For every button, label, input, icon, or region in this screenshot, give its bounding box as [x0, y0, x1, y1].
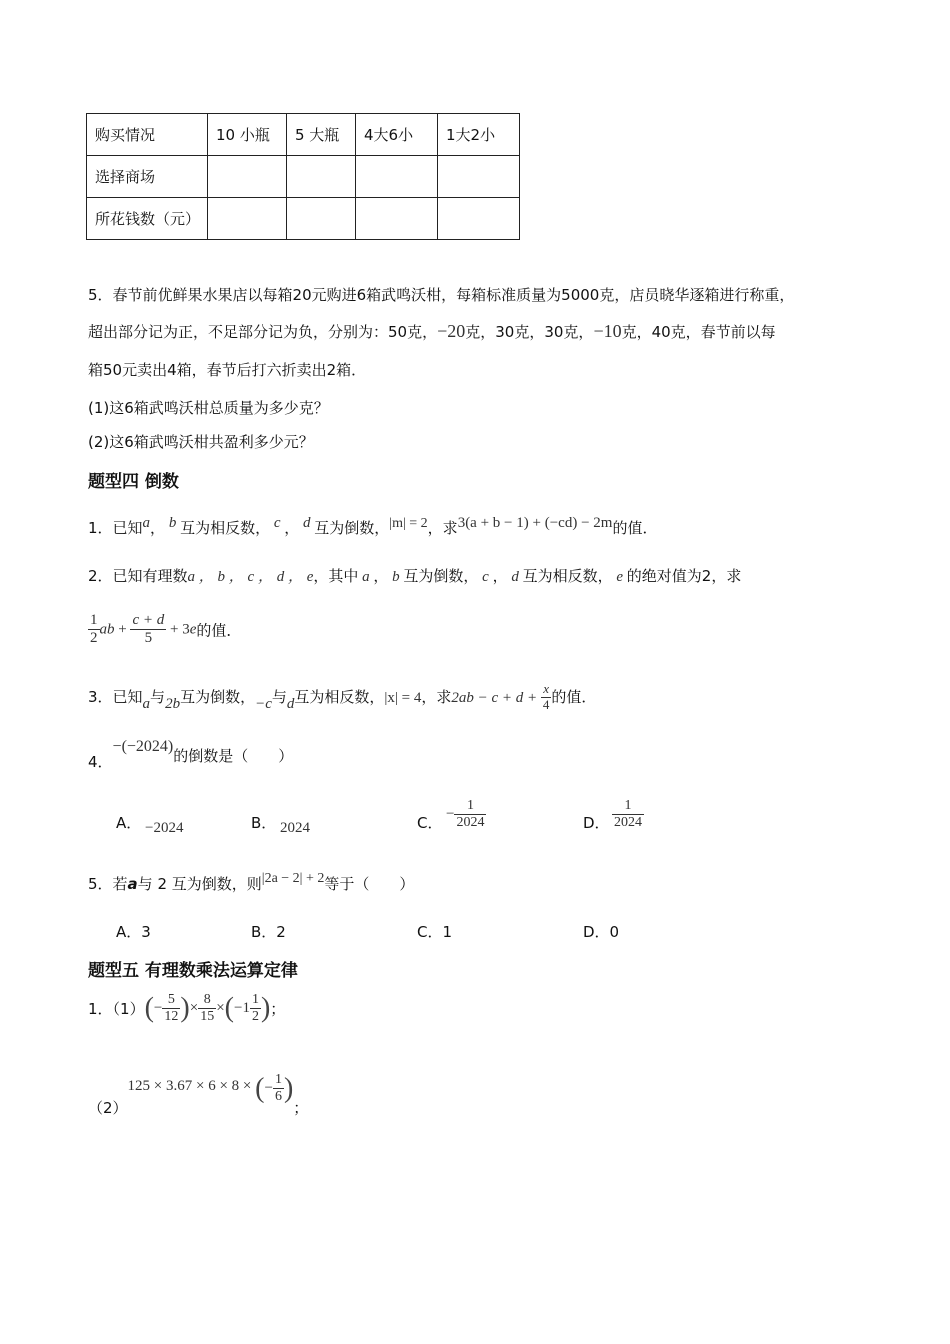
math-var: a	[127, 875, 138, 893]
s4-problem-2-expr: $\frac{1}{2}$ ab + $\frac{c + d}{5}$ + 3e的值．	[90, 612, 242, 647]
choice-d[interactable]: D．0	[583, 923, 620, 941]
choice-label: D．	[583, 814, 610, 832]
choice-label: A．	[116, 814, 142, 832]
choice-a-value: −2024	[145, 820, 184, 836]
text: ；	[293, 1099, 309, 1118]
math-expr: |2a − 2| + 2	[261, 871, 325, 886]
text: 与	[271, 687, 287, 706]
choice-c[interactable]: C．1	[417, 923, 453, 941]
s4-problem-3: 3．已知a与2b互为倒数，−c与d互为相反数，|x| = 4，求2ab − c + d + $\frac{x}{4}$ 的值．	[88, 681, 597, 712]
table-cell: 10 小瓶	[208, 114, 287, 156]
text: ；	[270, 1000, 286, 1019]
section-5-title: 题型五 有理数乘法运算定律	[88, 961, 298, 981]
table-cell: 所花钱数（元）	[87, 198, 208, 240]
choice-b[interactable]: B．2	[251, 923, 286, 941]
text: ，求	[421, 687, 452, 706]
choice-d-value: $\frac{1}{2024}$	[614, 798, 642, 831]
math-expr: a ， b ， c ， d ， e	[187, 569, 314, 585]
text: 的值．	[612, 519, 658, 537]
choice-d[interactable]	[583, 812, 610, 833]
choice-c[interactable]	[417, 812, 442, 833]
s4-problem-4	[88, 735, 294, 771]
text: ，其中	[313, 567, 359, 585]
table-cell: 5 大瓶	[287, 114, 356, 156]
math-value: −10	[593, 321, 622, 341]
table-row	[87, 156, 520, 198]
choice-b-value: 2024	[280, 820, 310, 836]
math-expr: −(−2024)	[112, 738, 174, 755]
text: 互为相反数，	[294, 687, 385, 706]
text: 与 2 互为倒数，则	[137, 875, 262, 893]
text: 4．	[88, 753, 113, 771]
choice-label: C．	[417, 814, 443, 832]
text: 克，40克，春节前以每	[621, 323, 776, 341]
text: 的倒数是（ ）	[173, 747, 294, 765]
math-expr: |x| = 4	[384, 689, 422, 706]
choice-label: B．	[251, 814, 277, 832]
table-row	[87, 198, 520, 240]
text: 等于（ ）	[324, 875, 415, 893]
text: 5．若	[88, 875, 128, 893]
problem-5-line3: 箱50元卖出4箱，春节后打六折卖出2箱．	[88, 361, 367, 379]
table-cell	[438, 198, 520, 240]
table-cell: 4大6小	[356, 114, 438, 156]
fraction: $\frac{1}{2}$	[90, 612, 98, 647]
text: 1．已知	[88, 519, 143, 537]
problem-5-q1: (1)这6箱武鸣沃柑总质量为多少克？	[88, 399, 329, 417]
problem-5-line1: 5．春节前优鲜果水果店以每箱20元购进6箱武鸣沃柑，每箱标准质量为5000克，店员晓华逐箱进行称重，	[88, 286, 795, 304]
s5-problem-1: 1．（1）(− $\frac{5}{12}$ )× $\frac{8}{15}$ ×(−1 $\frac{1}{2}$ )；	[88, 992, 286, 1025]
purchase-table	[86, 113, 520, 240]
math-expr: 3(a + b − 1) + (−cd) − 2m	[457, 515, 613, 531]
table-cell	[356, 156, 438, 198]
text: 3．已知	[88, 687, 143, 706]
text: 的值．	[196, 621, 242, 640]
choice-c-value: − $\frac{1}{2024}$	[446, 798, 485, 831]
table-cell	[287, 198, 356, 240]
fraction: $\frac{c + d}{5}$	[132, 612, 165, 647]
text: 克，30克，30克，	[465, 323, 594, 341]
table-cell	[208, 156, 287, 198]
text: ，求	[427, 519, 458, 537]
s4-problem-2: 2．已知有理数a ， b ， c ， d ， e，其中 a ， b 互为倒数， c ， d 互为相反数， e 的绝对值为2，求	[88, 567, 742, 585]
text: 互为倒数，	[314, 519, 390, 537]
s4-problem-1: 1．已知a， b 互为相反数， c ， d 互为倒数，|m| = 2，求3(a + b − 1) + (−cd) − 2m的值．	[88, 515, 658, 537]
text: 的值．	[551, 687, 597, 706]
table-cell	[287, 156, 356, 198]
text: 的绝对值为2，求	[626, 567, 742, 585]
text: 超出部分记为正，不足部分记为负，分别为：50克，	[88, 323, 438, 341]
text: 互为倒数，	[180, 687, 256, 706]
table-cell: 选择商场	[87, 156, 208, 198]
table-cell	[208, 198, 287, 240]
table-cell	[438, 156, 520, 198]
table-cell: 1大2小	[438, 114, 520, 156]
s4-problem-5	[88, 866, 415, 893]
text: 互为倒数，	[403, 567, 479, 585]
text: 1．（1）	[88, 1000, 145, 1019]
table-cell	[356, 198, 438, 240]
table-cell: 购买情况	[87, 114, 208, 156]
choice-b[interactable]	[251, 812, 276, 833]
text: （2）	[88, 1099, 128, 1118]
choice-a[interactable]	[116, 812, 141, 833]
text: 互为相反数，	[522, 567, 613, 585]
text: 2．已知有理数	[88, 567, 188, 585]
math-value: −20	[437, 321, 466, 341]
fraction: $\frac{x}{4}$	[542, 681, 550, 712]
problem-5-q2: (2)这6箱武鸣沃柑共盈利多少元？	[88, 433, 314, 451]
s5-problem-2: （2）125 × 3.67 × 6 × 8 × (− $\frac{1}{6}$ )；	[88, 1072, 309, 1118]
table-row	[87, 114, 520, 156]
text: 互为相反数，	[180, 519, 271, 537]
text: 与	[150, 687, 166, 706]
math-expr: |m| = 2	[389, 516, 428, 531]
problem-5-line2	[88, 321, 776, 342]
choice-a[interactable]: A．3	[116, 923, 151, 941]
section-4-title: 题型四 倒数	[88, 472, 179, 492]
